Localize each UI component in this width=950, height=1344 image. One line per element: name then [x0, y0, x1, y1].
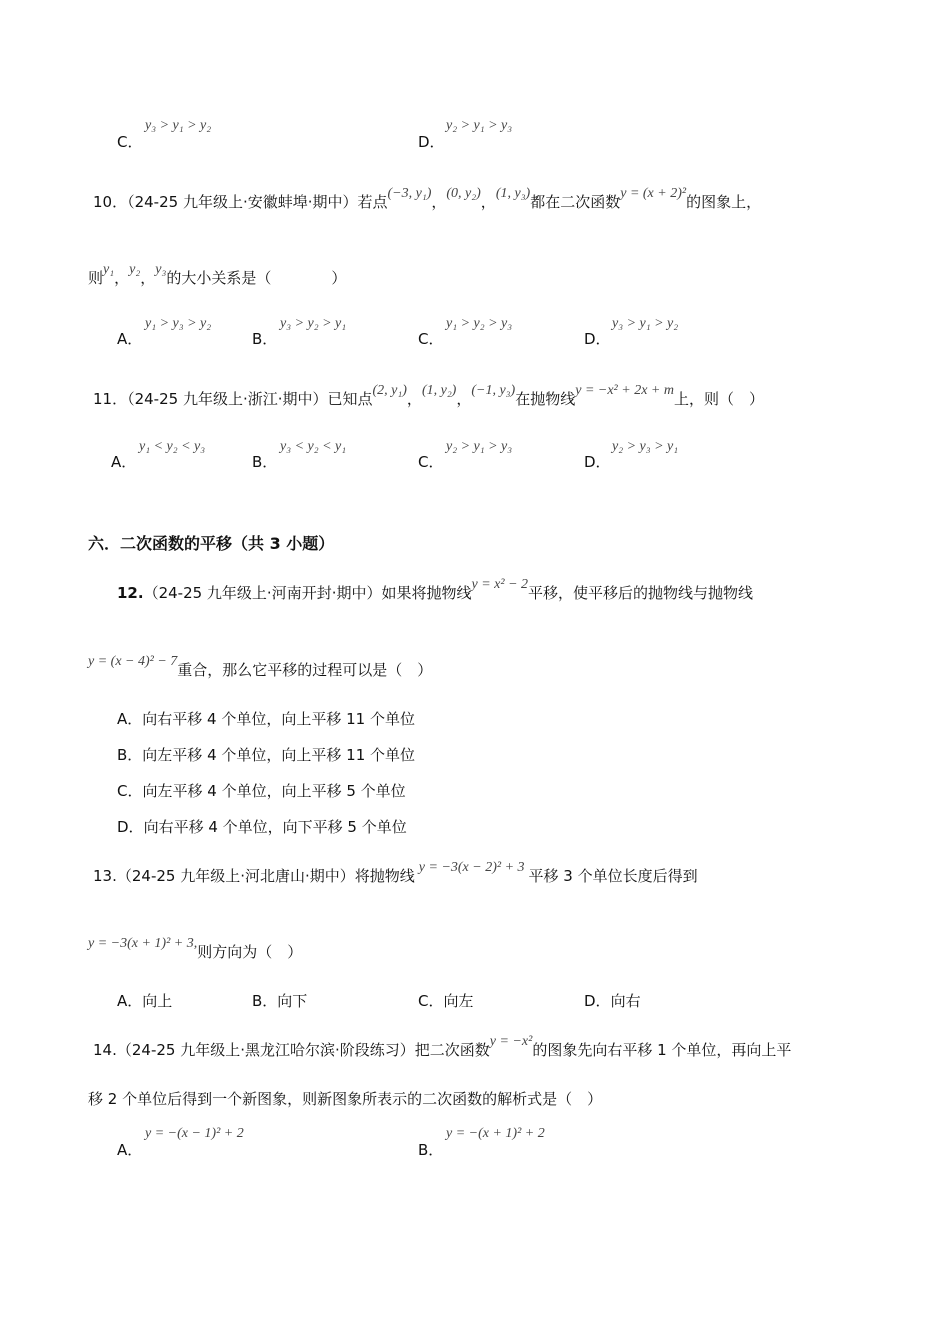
q12-stem-line1: 12.（24-25 九年级上·河南开封·期中）如果将抛物线y = x² − 2平移，使平移后的抛物线与抛物线 — [117, 577, 754, 602]
question-source: （24-25 九年级上·河北唐山·期中） — [116, 867, 355, 885]
function-formula: y = (x − 4)² − 7 — [88, 654, 178, 669]
question-number: 11． — [93, 390, 128, 408]
question-source: （24-25 九年级上·黑龙江哈尔滨·阶段练习） — [116, 1041, 415, 1059]
question-number: 13. — [93, 867, 117, 885]
q11-stem: 11．（24-25 九年级上·浙江·期中）已知点(2, y₁)，(1, y₂)，(−1, y₃)在抛物线y = −x² + 2x + m上，则（ ） — [93, 383, 764, 408]
question-number: 10． — [93, 193, 128, 211]
option-label: C． — [117, 133, 143, 151]
section-title: 六．二次函数的平移（共 3 小题） — [88, 534, 335, 553]
point-3: (1, y₃) — [495, 186, 531, 201]
point-1: (−3, y₁) — [387, 186, 432, 201]
function-formula: y = −3(x + 1)² + 3, — [88, 936, 198, 951]
question-source: （24-25 九年级上·浙江·期中） — [127, 390, 328, 408]
function-formula: y = −x² + 2x + m — [575, 383, 674, 398]
option-math: y₂ > y₁ > y₃ — [446, 118, 513, 133]
option-math: y₃ > y₁ > y₂ — [145, 118, 212, 133]
q14-stem-line1: 14.（24-25 九年级上·黑龙江哈尔滨·阶段练习）把二次函数y = −x²的图象先向右平移 1 个单位，再向上平 — [93, 1034, 792, 1059]
question-number: 14. — [93, 1041, 117, 1059]
question-number: 12. — [117, 584, 144, 602]
q10-stem-line1: 10．（24-25 九年级上·安徽蚌埠·期中）若点(−3, y₁)，(0, y₂)，(1, y₃)都在二次函数y = (x + 2)²的图象上， — [93, 186, 762, 211]
q14-stem-line2: 移 2 个单位后得到一个新图象，则新图象所表示的二次函数的解析式是（ ） — [88, 1090, 603, 1108]
q13-stem-line2: y = −3(x + 1)² + 3,则方向为（ ） — [88, 936, 303, 961]
q13-stem-line1: 13.（24-25 九年级上·河北唐山·期中）将抛物线 y = −3(x − 2)² + 3 平移 3 个单位长度后得到 — [93, 860, 698, 885]
function-formula: y = (x + 2)² — [620, 186, 687, 201]
function-formula: y = x² − 2 — [471, 577, 529, 592]
question-source: （24-25 九年级上·河南开封·期中） — [143, 584, 382, 602]
function-formula: y = −3(x − 2)² + 3 — [418, 860, 525, 875]
function-formula: y = −x² — [489, 1034, 533, 1049]
question-source: （24-25 九年级上·安徽蚌埠·期中） — [127, 193, 358, 211]
q10-stem-line2: 则y₁，y₂，y₃的大小关系是（ ） — [88, 262, 347, 287]
option-label: D． — [418, 133, 445, 151]
point-2: (0, y₂) — [446, 186, 481, 201]
q12-stem-line2: y = (x − 4)² − 7重合，那么它平移的过程可以是（ ） — [88, 654, 433, 679]
